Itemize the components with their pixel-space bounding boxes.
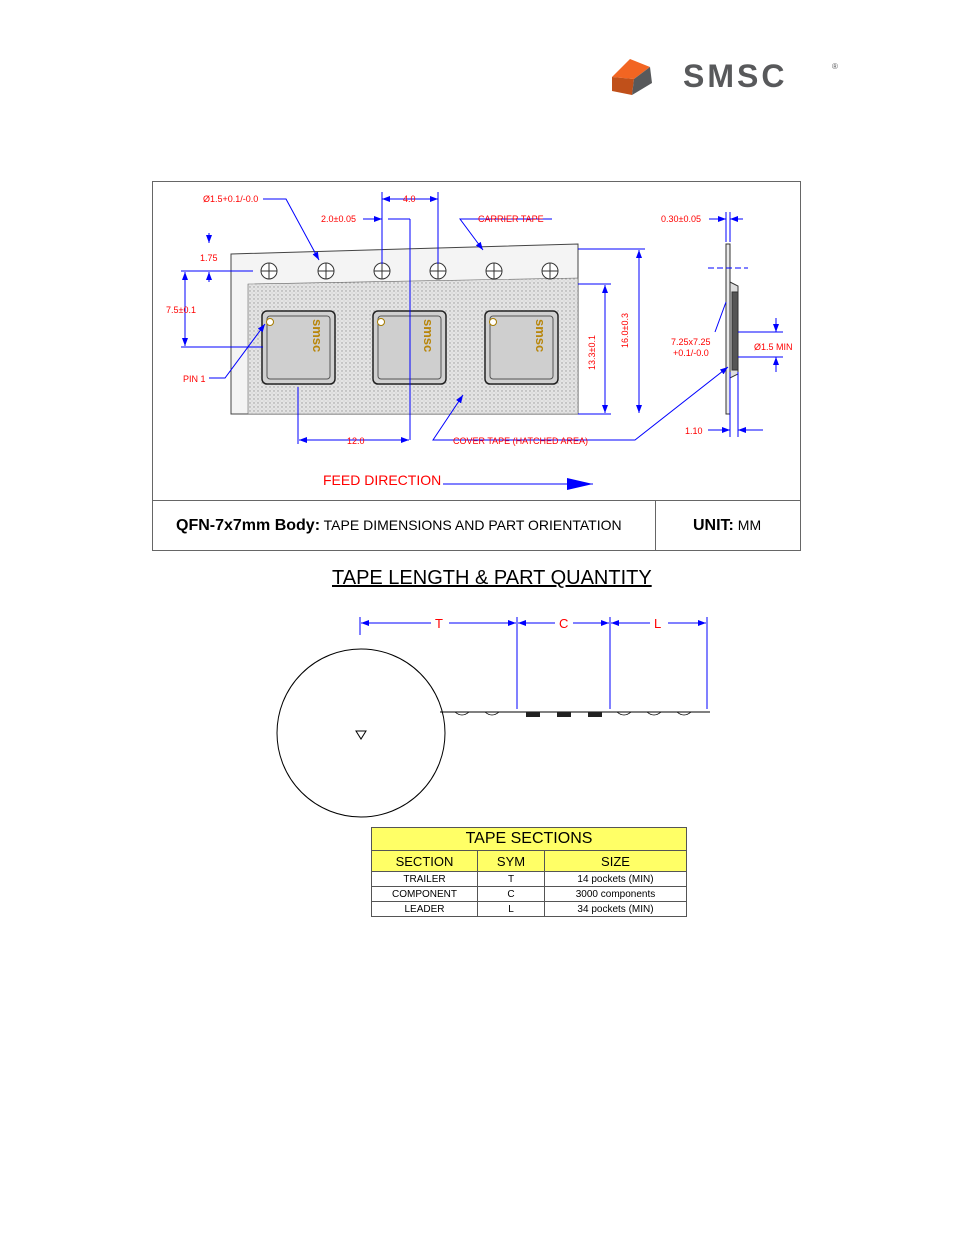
- segment-t-label: T: [435, 616, 443, 631]
- reel-drawing: [260, 605, 730, 825]
- table-header-sym: SYM: [478, 851, 545, 872]
- label-feed-direction: FEED DIRECTION: [323, 472, 442, 488]
- chip-brand-3: smsc: [533, 319, 548, 353]
- table-cell: 34 pockets (MIN): [545, 902, 687, 917]
- label-hole-dia: Ø1.5+0.1/-0.0: [203, 194, 259, 204]
- table-row: [372, 887, 687, 902]
- label-pocket-hole: Ø1.5 MIN: [754, 342, 793, 352]
- unit-rest: MM: [733, 517, 762, 533]
- smsc-logo-icon: [608, 57, 843, 99]
- label-pocket-width: 13.3±0.1: [587, 335, 597, 370]
- table-title: TAPE SECTIONS: [372, 828, 687, 851]
- reel-circle: [277, 649, 445, 817]
- table-cell: T: [478, 872, 545, 887]
- reel-diagram: [260, 605, 730, 825]
- tape-sections-table: [371, 827, 687, 917]
- table-cell: COMPONENT: [372, 887, 478, 902]
- unit-bold: UNIT:: [693, 517, 734, 534]
- label-depth: 1.10: [685, 426, 703, 436]
- tape-length-title: TAPE LENGTH & PART QUANTITY: [332, 567, 652, 589]
- segment-c-label: C: [559, 616, 569, 631]
- table-header-section: SECTION: [372, 851, 478, 872]
- label-pocket-size-1: 7.25x7.25: [671, 337, 711, 347]
- label-pocket-size-2: +0.1/-0.0: [673, 348, 709, 358]
- table-row: [372, 902, 687, 917]
- label-tape-width: 16.0±0.3: [620, 313, 630, 348]
- logo-text: SMSC: [683, 58, 788, 94]
- table-header-size: SIZE: [545, 851, 687, 872]
- caption-bold: QFN-7x7mm Body:: [176, 517, 321, 534]
- chip-brand-2: smsc: [421, 319, 436, 353]
- label-pin1: PIN 1: [183, 374, 206, 384]
- tape-dimensions-figure: [152, 181, 801, 551]
- registered-mark: ®: [832, 62, 838, 71]
- smsc-logo: [608, 57, 843, 99]
- label-hole-offset: 2.0±0.05: [321, 214, 356, 224]
- label-edge-175: 1.75: [200, 253, 218, 263]
- segment-l-label: L: [654, 616, 662, 631]
- label-thickness: 0.30±0.05: [661, 214, 701, 224]
- table-cell: 14 pockets (MIN): [545, 872, 687, 887]
- table-row: [372, 872, 687, 887]
- table-cell: TRAILER: [372, 872, 478, 887]
- tape-side-profile: [708, 244, 748, 414]
- figure-caption: [153, 501, 656, 551]
- label-pitch-12: 12.0: [347, 436, 365, 446]
- feed-arrow-icon: [567, 478, 593, 490]
- label-row-75: 7.5±0.1: [166, 305, 196, 315]
- table-cell: C: [478, 887, 545, 902]
- caption-rest: TAPE DIMENSIONS AND PART ORIENTATION: [320, 517, 622, 533]
- label-carrier-tape: CARRIER TAPE: [478, 214, 544, 224]
- table-cell: L: [478, 902, 545, 917]
- tape-dimensions-drawing: [153, 182, 800, 500]
- label-pitch-4: 4.0: [403, 194, 416, 204]
- figure-caption-row: [153, 500, 800, 551]
- label-cover-tape: COVER TAPE (HATCHED AREA): [453, 436, 589, 446]
- chip-brand-1: smsc: [310, 319, 325, 353]
- table-cell: 3000 components: [545, 887, 687, 902]
- table-cell: LEADER: [372, 902, 478, 917]
